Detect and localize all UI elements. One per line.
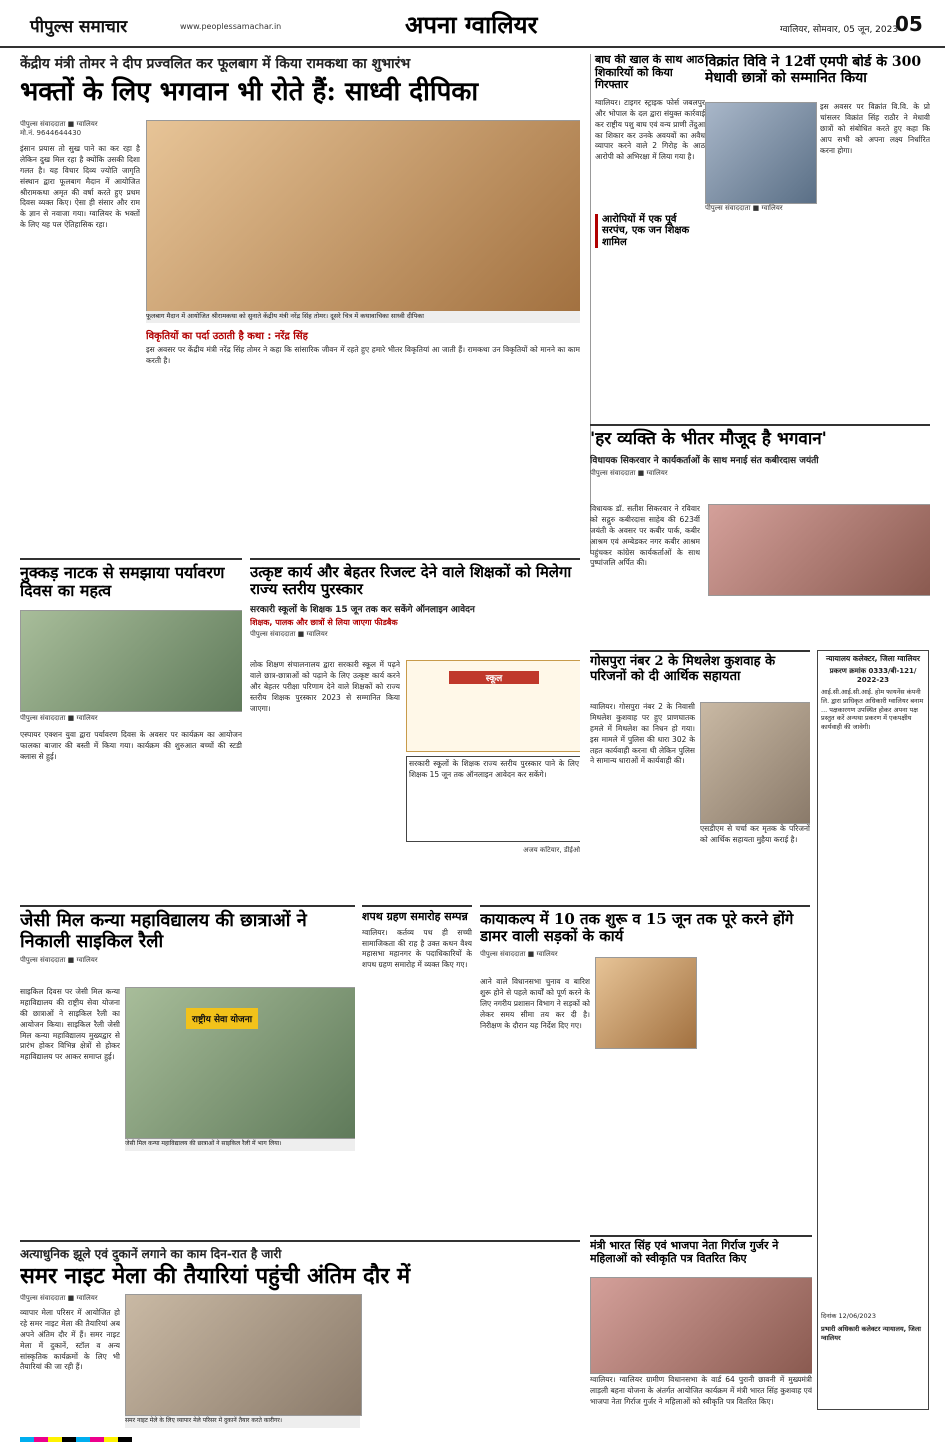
sammelan-headline: मंत्री भारत सिंह एवं भाजपा नेता गिर्राज गुर्जर ने महिलाओं को स्वीकृति पत्र वितरित किए bbox=[590, 1239, 779, 1265]
lead-photo bbox=[146, 120, 580, 312]
lead-mobile: मो.नं. 9644644430 bbox=[20, 129, 82, 137]
notice-title: न्यायालय कलेक्टर, जिला ग्वालियर bbox=[826, 654, 920, 663]
shikshak-headline: उत्कृष्ट कार्य और बेहतर रिजल्ट देने वाले शिक्षकों को मिलेगा राज्य स्तरीय पुरस्कार bbox=[250, 563, 572, 599]
jcmill-body: साइकिल दिवस पर जेसी मिल कन्या महाविद्यालय की राष्ट्रीय सेवा योजना की छात्राओं ने साइकिल रैली का आयोजन किया। साइकिल रैली जेसी मिल कन्या महाविद्यालय मुख्यद्वार से प्रारंभ होकर विभिन्न क्षेत्रों से होकर महाविद्यालय पर आकर समाप्त हुई। bbox=[20, 987, 120, 1062]
school-illustration bbox=[406, 660, 580, 752]
jcmill-caption: जेसी मिल कन्या महाविद्यालय की छात्राओं ने साइकिल रैली में भाग लिया। bbox=[125, 1139, 355, 1151]
kabir-body: विधायक डॉ. सतीश सिकरवार ने रविवार को सद्गुरु कबीरदास साहेब की 623वीं जयंती के अवसर पर कबीर पार्क, कबीर आश्रम एवं अम्बेडकर नगर कबीर आश्रम पहुंचकर कांग्रेस कार्यकर्ताओं के साथ पुष्पांजलि अर्पित की। bbox=[590, 504, 700, 568]
mitilesh-caption: एसडीएम से चर्चा कर मृतक के परिजनों को आर्थिक सहायता मुहैया कराई है। bbox=[700, 824, 810, 844]
kabir-photo bbox=[708, 504, 930, 596]
shikshak-body: लोक शिक्षण संचालनालय द्वारा सरकारी स्कूल में पढ़ने वाले छात्र-छात्राओं को पढ़ाने के लिए उत्कृष्ट कार्य करने और बेहतर परीक्षा परिणाम देने वाले शिक्षकों को राज्य स्तरीय शिक्षक पुरस्कार 2023 से सम्मानित किया जाएगा। bbox=[250, 660, 400, 713]
dateline: ग्वालियर, सोमवार, 05 जून, 2023 bbox=[780, 25, 899, 35]
lead-sub-body: इस अवसर पर केंद्रीय मंत्री नरेंद्र सिंह तोमर ने कहा कि सांसारिक जीवन में रहते हुए हमारे भीतर विकृतियां आ जाती हैं। रामकथा उन विकृतियों को मानने का काम करती है। bbox=[146, 345, 580, 365]
sammelan-body: ग्वालियर। ग्वालियर ग्रामीण विधानसभा के वार्ड 64 पुरानी छावनी में मुख्यमंत्री लाड़ली बहना योजना के अंतर्गत आयोजित कार्यक्रम में मंत्री भारत सिंह कुशवाह एवं भाजपा नेता गिर्राज गुर्जर ने महिलाओं को स्वीकृति पत्र वितरित किए। bbox=[590, 1375, 812, 1406]
court-notice bbox=[817, 650, 929, 1410]
lead-headline: भक्तों के लिए भगवान भी रोते हैं: साध्वी दीपिका bbox=[20, 77, 479, 107]
masthead bbox=[0, 0, 945, 48]
samar-story bbox=[20, 1240, 580, 1432]
shikshak-credit: अजय कटियार, डीईओ bbox=[523, 846, 580, 854]
color-registration-bar bbox=[20, 1432, 720, 1442]
vikrant-body: इस अवसर पर विक्रांत वि.वि. के प्रो चांसलर विक्रांत सिंह राठौर ने मेधावी छात्रों को संबोधित करते हुए कहा कि आप सभी को अपना लक्ष्य निर्धारित करना होगा। bbox=[820, 102, 930, 155]
vikrant-story bbox=[705, 54, 930, 284]
lead-sub-kicker: विकृतियों का पर्दा उठाती है कथा : नरेंद्र सिंह bbox=[146, 331, 308, 342]
kabir-kicker: विधायक सिकरवार ने कार्यकर्ताओं के साथ मनाई संत कबीरदास जयंती bbox=[590, 455, 819, 466]
jcmill-photo bbox=[125, 987, 355, 1139]
notice-body: आई.सी.आई.सी.आई. होम फायनेंस कंपनी लि. द्वारा प्राधिकृत अधिकारी ग्वालियर बनाम ... पक्षकारगण उपस्थित होकर अपना पक्ष प्रस्तुत करें अन्यथा प्रकरण में एकपक्षीय कार्यवाही की जावेगी। bbox=[821, 688, 924, 732]
kayakalp-byline: पीपुल्स संवाददाता ■ ग्वालियर bbox=[480, 949, 558, 958]
baagh-headline: बाघ की खाल के साथ आठ शिकारियों को किया गिरफ्तार bbox=[595, 54, 704, 92]
vikrant-headline: विक्रांत विवि ने 12वीं एमपी बोर्ड के 300 मेधावी छात्रों को सम्मानित किया bbox=[705, 54, 922, 87]
samar-photo bbox=[125, 1294, 362, 1416]
nukkad-body: एस्पायर एक्शन युवा द्वारा पर्यावरण दिवस के अवसर पर कार्यक्रम का आयोजन फालका बाजार की बस्ती में किया गया। कार्यक्रम की शुरुआत बच्चों की स्टडी क्लास से हुई। bbox=[20, 730, 242, 761]
rally-banner: राष्ट्रीय सेवा योजना bbox=[186, 1008, 258, 1029]
shikshak-story bbox=[250, 558, 580, 900]
samar-byline: पीपुल्स संवाददाता ■ ग्वालियर bbox=[20, 1294, 98, 1302]
nukkad-story bbox=[20, 558, 242, 900]
mitilesh-story bbox=[590, 650, 810, 902]
kayakalp-story bbox=[480, 905, 810, 1237]
kayakalp-photo bbox=[595, 957, 697, 1049]
shikshak-sub: शिक्षक, पालक और छात्रों से लिया जाएगा फीडबैक bbox=[250, 617, 398, 627]
shapath-body: ग्वालियर। कर्तव्य पथ ही सच्ची सामाजिकता की राह है उक्त कथन वैश्य महासभा महानगर के पदाधिकारियों के शपथ ग्रहण समारोह में व्यक्त किए गए। bbox=[362, 927, 472, 970]
shikshak-byline: पीपुल्स संवाददाता ■ ग्वालियर bbox=[250, 629, 328, 638]
lead-byline: पीपुल्स संवाददाता ■ ग्वालियर bbox=[20, 120, 98, 128]
samar-body: व्यापार मेला परिसर में आयोजित हो रहे समर नाइट मेला की तैयारियां अब अपने अंतिम दौर में हैं। समर नाइट मेला में दुकानें, स्टॉल व अन्य सांस्कृतिक कार्यक्रमों के लिए भी तैयारियां की जा रही हैं। bbox=[20, 1308, 120, 1372]
mitilesh-body: ग्वालियर। गोसपुरा नंबर 2 के निवासी मिथलेश कुशवाह पर हुए प्राणघातक हमले में मिथलेश का निधन हो गया। इस मामले में पुलिस की धारा 302 के तहत कार्यवाही करना थी लेकिन पुलिस ने सामान्य धाराओं में कार्यवाही की। bbox=[590, 702, 695, 766]
samar-headline: समर नाइट मेला की तैयारियां पहुंची अंतिम दौर में bbox=[20, 1263, 411, 1289]
mitilesh-photo bbox=[700, 702, 810, 824]
baagh-pull-quote: आरोपियों में एक पूर्व सरपंच, एक जन शिक्षक शामिल bbox=[595, 214, 705, 249]
samar-caption: समर नाइट मेले के लिए व्यापार मेले परिसर में दुकानें तैयार करते कारीगर। bbox=[125, 1416, 360, 1428]
lead-body: इंसान प्रयास तो सुख पाने का कर रहा है लेकिन दुख मिल रहा है क्योंकि उसकी दिशा गलत है। यह विचार दिव्य ज्योति जागृति संस्थान द्वारा फूलबाग मैदान में आयोजित श्रीरामकथा अमृत की वर्षा करते हुए प्रथम दिवस व्यक्त किए। ऐसा ही संसार और राम के ज्ञान से नवाजा गया। ग्वालियर के भक्तों के लिए यह पल ऐतिहासिक रहा। bbox=[20, 144, 140, 230]
kabir-story bbox=[590, 424, 930, 646]
kayakalp-body: आने वाले विधानसभा चुनाव व बारिश शुरू होने से पहले कार्यों को पूर्ण करने के लिए नगरीय प्रशासन विभाग ने सड़कों को लेकर समय सीमा तय कर दी है। निरीक्षण के दौरान यह निर्देश दिए गए। bbox=[480, 977, 590, 1030]
newspaper-brand: पीपुल्स समाचार bbox=[30, 17, 128, 37]
vikrant-photo bbox=[705, 102, 817, 204]
notice-subtitle: प्रकरण क्रमांक 0333/बी-121/ 2022-23 bbox=[829, 667, 917, 684]
section-title: अपना ग्वालियर bbox=[405, 10, 538, 39]
kabir-byline: पीपुल्स संवाददाता ■ ग्वालियर bbox=[590, 468, 668, 477]
baagh-body: ग्वालियर। टाइगर स्ट्राइक फोर्स जबलपुर और भोपाल के दल द्वारा संयुक्त कार्रवाई कर राष्ट्रीय पशु बाघ एवं वन्य प्राणी तेंदुआ का शिकार कर उनके अवयवों का अवैध व्यापार करने वाले 2 गिरोह के आठ आरोपी को अभिरक्षा में लिया गया है। bbox=[595, 97, 705, 162]
notice-date: दिनांक 12/06/2023 bbox=[821, 1312, 876, 1320]
mitilesh-headline: गोसपुरा नंबर 2 के मिथलेश कुशवाह के परिजनों को दी आर्थिक सहायता bbox=[590, 654, 776, 684]
lead-story bbox=[20, 54, 580, 554]
nukkad-photo bbox=[20, 610, 242, 712]
lead-photo-caption: फूलबाग मैदान में आयोजित श्रीरामकथा को सुनाते केंद्रीय मंत्री नरेंद्र सिंह तोमर। दूसरे चित्र में कथावाचिका साध्वी दीपिका bbox=[146, 311, 580, 323]
kayakalp-headline: कायाकल्प में 10 तक शुरू व 15 जून तक पूरे करने होंगे डामर वाली सड़कों के कार्य bbox=[480, 910, 794, 946]
shapath-story bbox=[362, 905, 472, 1237]
jcmill-story bbox=[20, 905, 355, 1237]
samar-kicker: अत्याधुनिक झूले एवं दुकानें लगाने का काम दिन-रात है जारी bbox=[20, 1247, 282, 1261]
shapath-headline: शपथ ग्रहण समारोह सम्पन्न bbox=[362, 910, 468, 923]
notice-sign: प्रभारी अधिकारी कलेक्टर न्यायालय, जिला ग्वालियर bbox=[821, 1324, 921, 1342]
shikshak-kicker: सरकारी स्कूलों के शिक्षक 15 जून तक कर सकेंगे ऑनलाइन आवेदन bbox=[250, 604, 475, 615]
sammelan-photo bbox=[590, 1277, 812, 1374]
school-sign: स्कूल bbox=[449, 671, 539, 684]
page-number: 05 bbox=[895, 12, 923, 36]
shikshak-box: सरकारी स्कूलों के शिक्षक राज्य स्तरीय पुरस्कार पाने के लिए शिक्षक 15 जून तक ऑनलाइन आवेदन कर सकेंगे। bbox=[406, 756, 580, 842]
jcmill-byline: पीपुल्स संवाददाता ■ ग्वालियर bbox=[20, 956, 98, 965]
nukkad-byline: पीपुल्स संवाददाता ■ ग्वालियर bbox=[20, 714, 98, 722]
vikrant-byline: पीपुल्स संवाददाता ■ ग्वालियर bbox=[705, 204, 783, 212]
kabir-headline: 'हर व्यक्ति के भीतर मौजूद है भगवान' bbox=[590, 429, 827, 449]
lead-kicker: केंद्रीय मंत्री तोमर ने दीप प्रज्वलित कर फूलबाग में किया रामकथा का शुभारंभ bbox=[20, 56, 411, 72]
sammelan-story bbox=[590, 1235, 812, 1432]
jcmill-headline: जेसी मिल कन्या महाविद्यालय की छात्राओं ने निकाली साइकिल रैली bbox=[20, 910, 307, 952]
website: www.peoplessamachar.in bbox=[180, 22, 282, 31]
nukkad-headline: नुक्कड़ नाटक से समझाया पर्यावरण दिवस का महत्व bbox=[20, 563, 225, 601]
